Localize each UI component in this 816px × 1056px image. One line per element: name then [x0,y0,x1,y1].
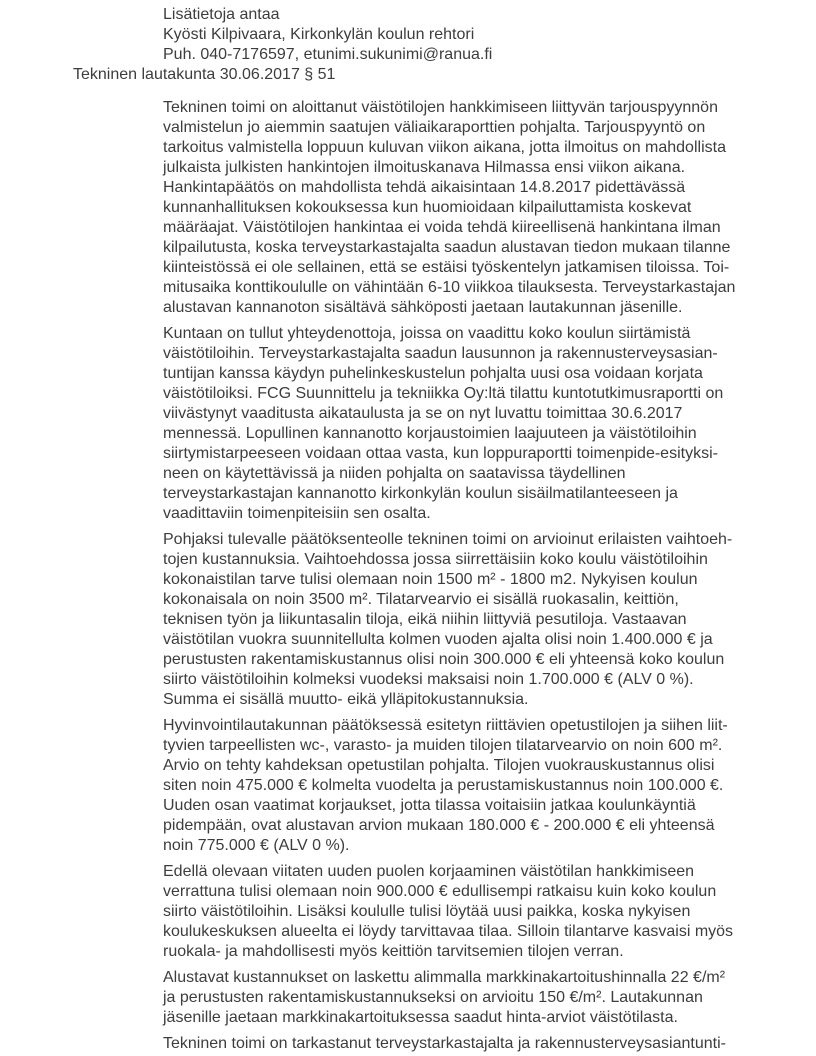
text-line: tyvien tarpeellisten wc-, varasto- ja muiden tilojen tilatarvearvio on noin 600 m². [163,737,723,754]
text-line: Edellä olevaan viitaten uuden puolen korjaaminen väistötilan hankkimiseen [163,863,695,880]
text-line: siten noin 475.000 € kolmelta vuodelta ja perustamiskustannus noin 100.000 €. [163,777,724,794]
text-line: kiinteistössä ei ole sellainen, että se estäisi työskentelyn jatkamisen tiloissa. Toi- [163,259,730,276]
text-line: kokonaistilan tarve tulisi olemaan noin 1500 m² - 1800 m2. Nykyisen koulun [163,571,698,588]
text-line: alustavan kannanoton sisältävä sähköposti jaetaan lautakunnan jäsenille. [163,299,683,316]
text-line: kunnanhallituksen kokouksessa kun huomioidaan kilpailuttamista koskevat [163,199,692,216]
text-line: jäsenille jaetaan markkinakartoituksessa saadut hinta-arviot väistötilasta. [163,1009,678,1026]
text-line: terveystarkastajan kannanotto kirkonkylän koulun sisäilmatilanteeseen ja [163,485,678,502]
contact-info-line: Lisätietoja antaa [163,6,280,23]
text-line: määräajat. Väistötilojen hankintaa ei voida tehdä kiireellisenä hankintana ilman [163,219,721,236]
text-line: teknisen työn ja liikuntasalin tiloja, eikä niihin liittyviä pesutiloja. Vastaavan [163,611,687,628]
text-line: verrattuna tulisi olemaan noin 900.000 € edullisempi ratkaisu kuin koko koulun [163,883,717,900]
text-line: siirtymistarpeeseen voidaan ottaa vasta, kun loppuraportti toimenpide-esityksi- [163,445,718,462]
contact-info-block [163,0,816,65]
text-line: kokonaisala on noin 3500 m². Tilatarvearvio ei sisällä ruokasalin, keittiön, [163,591,679,608]
text-line: vaadittaviin toimenpiteisiin sen osalta. [163,505,431,522]
text-line: siirto väistötiloihin kolmeksi vuodeksi maksaisi noin 1.700.000 € (ALV 0 %). [163,671,694,688]
text-line: perustusten rakentamiskustannus olisi noin 300.000 € eli yhteensä koko koulun [163,651,725,668]
text-line: Summa ei sisällä muutto- eikä ylläpitokustannuksia. [163,691,529,708]
contact-phone-email-line: Puh. 040-7176597, etunimi.sukunimi@ranua.fi [163,46,493,63]
text-line: Arvio on tehty kahdeksan opetustilan pohjalta. Tilojen vuokrauskustannus olisi [163,757,715,774]
paragraph [163,716,763,856]
text-line: tarkoitus valmistella loppuun kuluvan viikon aikana, jotta ilmoitus on mahdollista [163,139,726,156]
text-line: noin 775.000 € (ALV 0 %). [163,837,350,854]
text-line: viivästynyt vaaditusta aikataulusta ja se on nyt luvattu toimittaa 30.6.2017 [163,405,683,422]
text-line: Alustavat kustannukset on laskettu alimmalla markkinakartoitushinnalla 22 €/m² [163,969,726,986]
text-line: mennessä. Lopullinen kannanotto korjaustoimien laajuuteen ja väistötiloihin [163,425,697,442]
paragraph [163,98,763,318]
text-line: pidempään, ovat alustavan arvion mukaan 180.000 € - 200.000 € eli yhteensä [163,817,715,834]
text-line: mitusaika konttikoululle on vähintään 6-10 viikkoa tilauksesta. Terveystarkastajan [163,279,736,296]
text-line: neen on käytettävissä ja niiden pohjalta on saatavissa täydellinen [163,465,626,482]
text-line: Kuntaan on tullut yhteydenottoja, joissa on vaadittu koko koulun siirtämistä [163,325,691,342]
paragraph [163,1034,763,1054]
section-heading: Tekninen lautakunta 30.06.2017 § 51 [73,66,336,83]
text-line: tuntijan kanssa käydyn puhelinkeskustelun pohjalta uusi osa voidaan korjata [163,365,703,382]
text-line: Tekninen toimi on aloittanut väistötilojen hankkimiseen liittyvän tarjouspyynnön [163,99,718,116]
paragraph [163,968,763,1028]
text-line: julkaista julkisten hankintojen ilmoituskanava Hilmassa ensi viikon aikana. [163,159,686,176]
paragraph [163,862,763,962]
text-line: Hyvinvointilautakunnan päätöksessä esitetyn riittävien opetustilojen ja siihen liit- [163,717,728,734]
text-line: siirto väistötiloihin. Lisäksi koululle tulisi löytää uusi paikka, koska nykyisen [163,903,691,920]
text-line: Uuden osan vaatimat korjaukset, jotta tilassa voitaisiin jatkaa koulunkäyntiä [163,797,696,814]
text-line: tojen kustannuksia. Vaihtoehdossa jossa siirrettäisiin koko koulu väistötiloihin [163,551,708,568]
text-line: väistötiloihin. Terveystarkastajalta saadun lausunnon ja rakennusterveysasian- [163,345,718,362]
document-body [163,98,763,1054]
text-line: ja perustusten rakentamiskustannukseksi on arvioitu 150 €/m². Lautakunnan [163,989,703,1006]
text-line: väistötilan vuokra suunnitellulta kolmen vuoden ajalta olisi noin 1.400.000 € ja [163,631,713,648]
text-line: Hankintapäätös on mahdollista tehdä aikaisintaan 14.8.2017 pidettävässä [163,179,686,196]
paragraph [163,324,763,524]
text-line: ruokala- ja mahdollisesti myös keittiön tarvitsemien tilojen verran. [163,943,624,960]
text-line: koulukeskuksen alueelta ei löydy tarvittavaa tilaa. Silloin tilantarve kasvaisi myös [163,923,734,940]
text-line: valmistelun jo aiemmin saatujen väliaikaraporttien pohjalta. Tarjouspyyntö on [163,119,706,136]
text-line: väistötiloiksi. FCG Suunnittelu ja tekniikka Oy:ltä tilattu kuntotutkimusraportti on [163,385,724,402]
text-line: kilpailutusta, koska terveystarkastajalta saadun alustavan tiedon mukaan tilanne [163,239,731,256]
text-line: Pohjaksi tulevalle päätöksenteolle tekninen toimi on arvioinut erilaisten vaihtoeh- [163,531,733,548]
contact-person-line: Kyösti Kilpivaara, Kirkonkylän koulun rehtori [163,26,475,43]
text-line: Tekninen toimi on tarkastanut terveystarkastajalta ja rakennusterveysasiantunti- [163,1035,726,1052]
paragraph [163,530,763,710]
